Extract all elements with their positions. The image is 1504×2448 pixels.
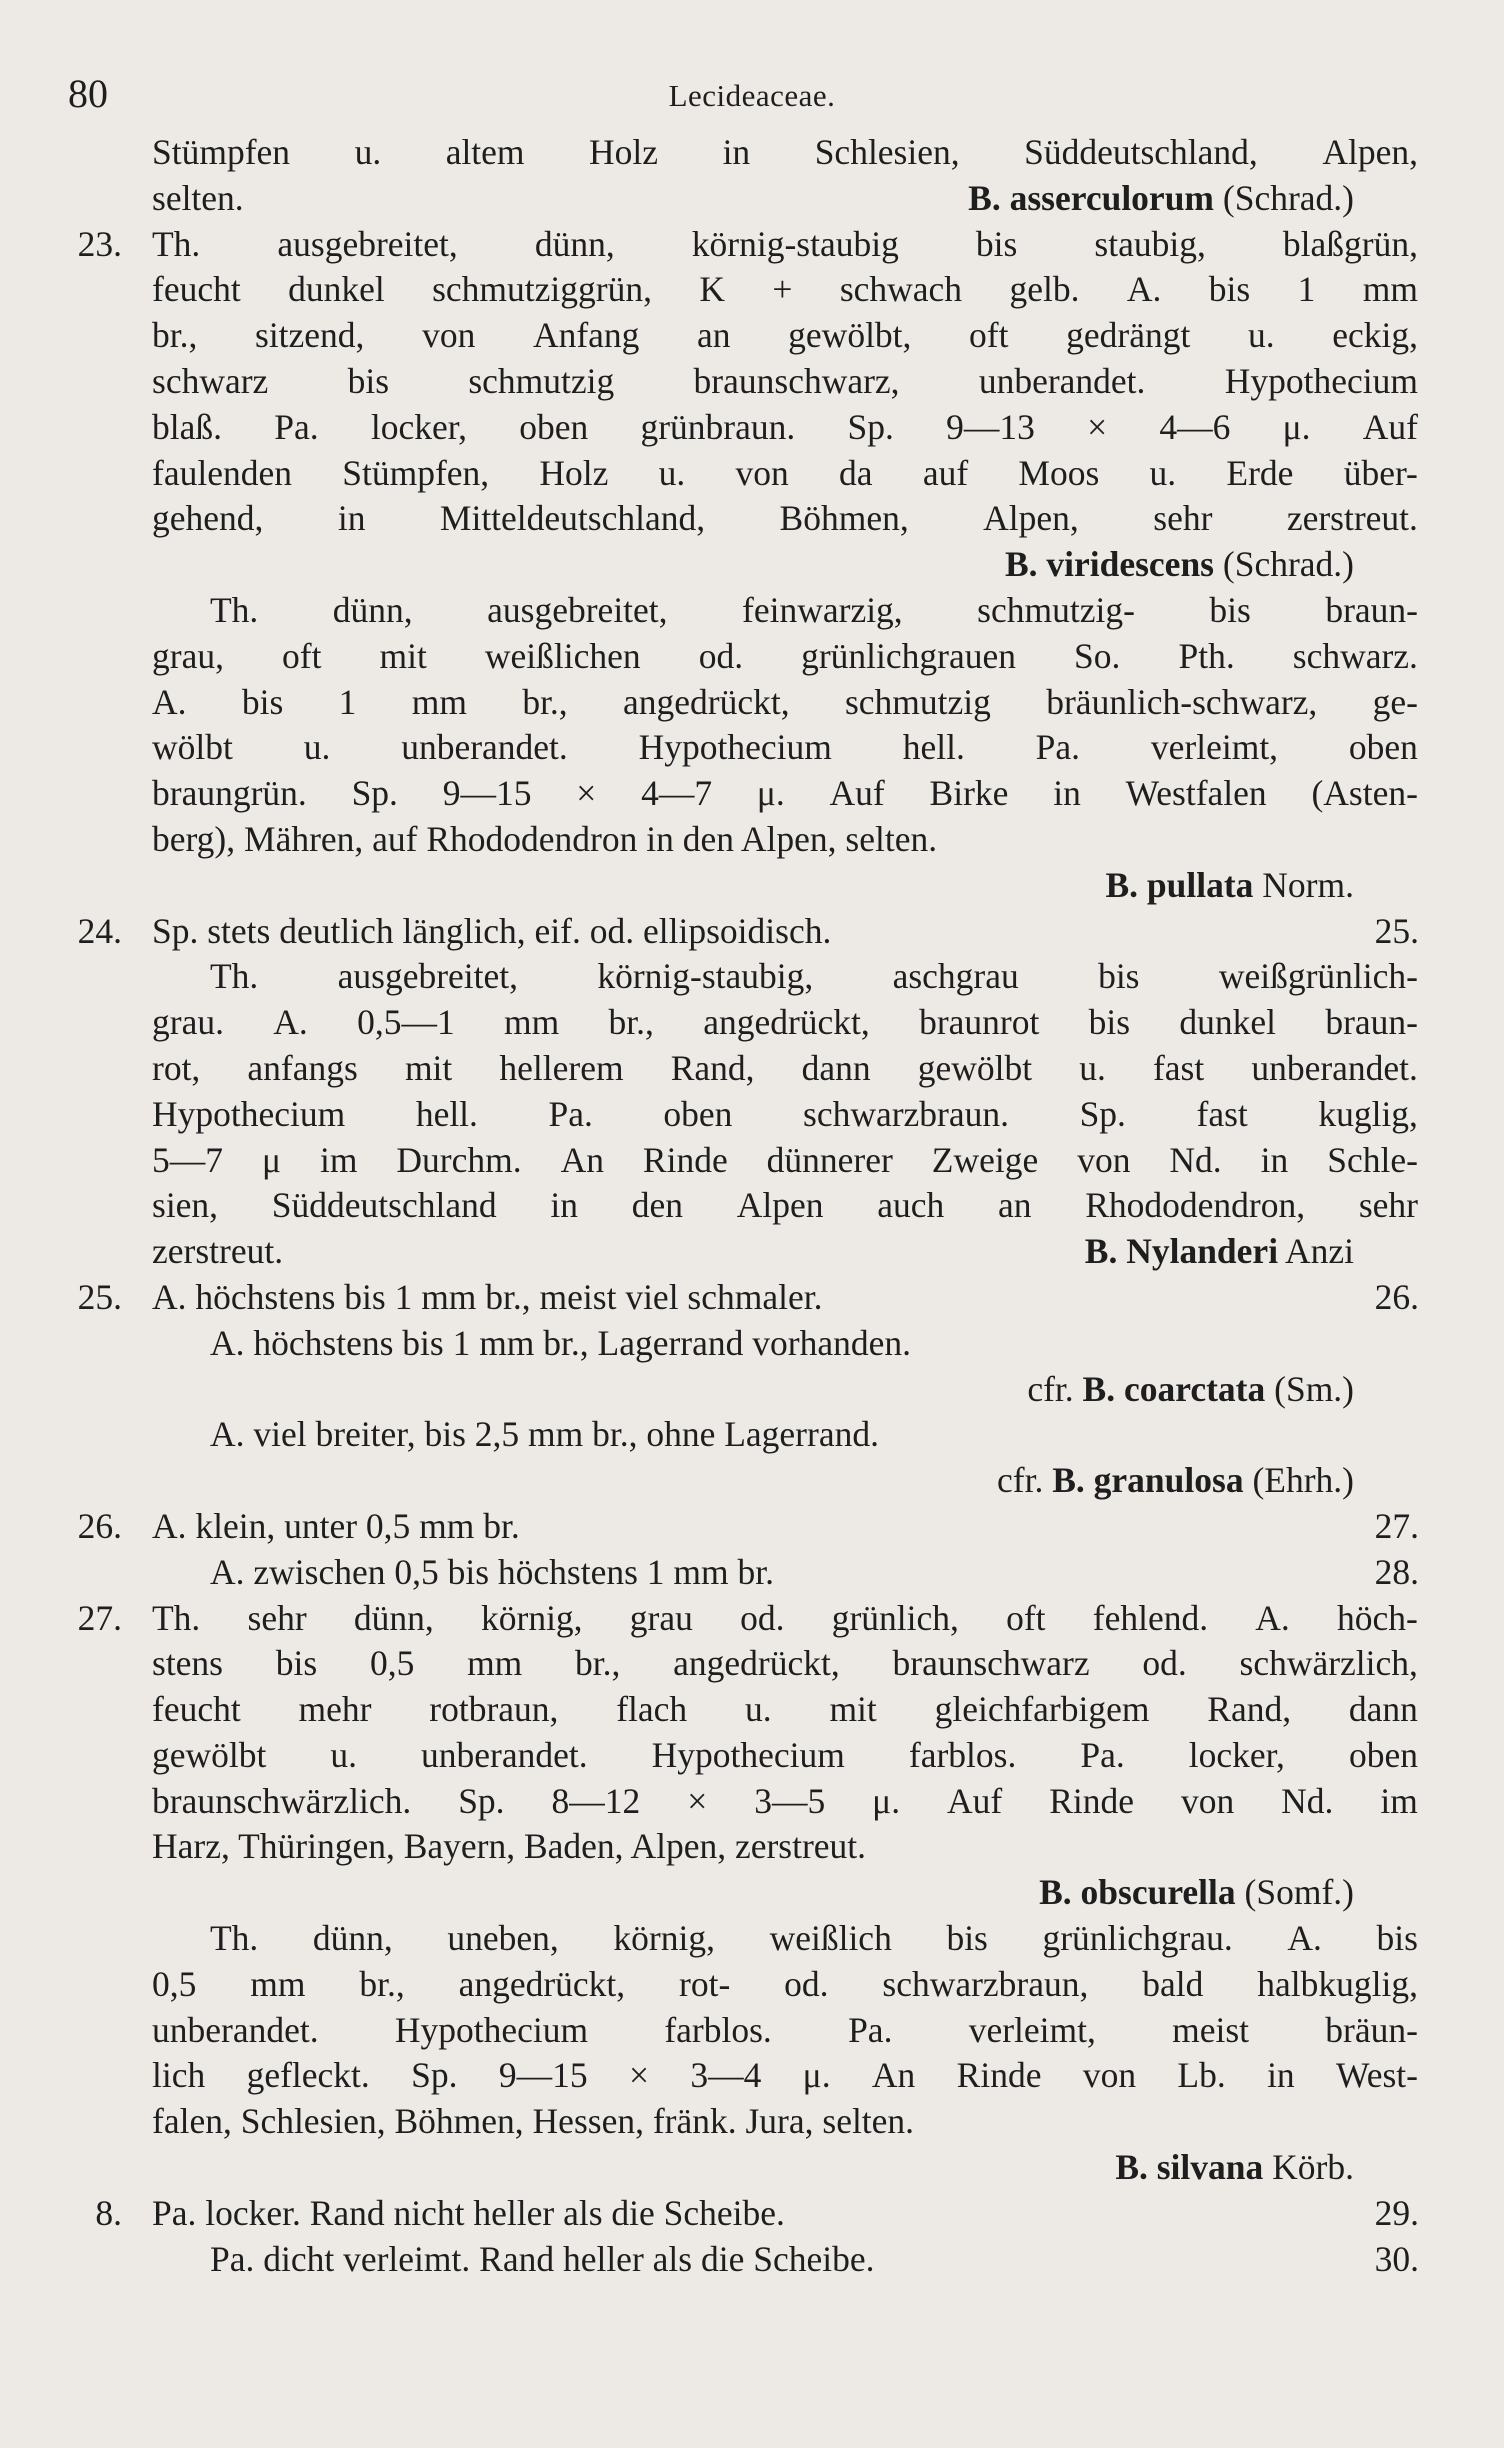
text-line: [0, 1916, 1504, 1962]
line-text: Th. ausgebreitet, körnig-staubig, aschgrau bis weißgrünlich-: [210, 956, 1418, 997]
text-line: [0, 2099, 1504, 2145]
text-line: [0, 313, 1504, 359]
line-text: Stümpfen u. altem Holz in Schlesien, Süddeutschland, Alpen,: [152, 132, 1418, 172]
line-text: Th. dünn, uneben, körnig, weißlich bis grünlichgrau. A. bis: [210, 1918, 1418, 1959]
line-text: blaß. Pa. locker, oben grünbraun. Sp. 9—13 × 4—6 μ. Auf: [152, 406, 1418, 447]
line-text: 5—7 μ im Durchm. An Rinde dünnerer Zweige von Nd. in Schle-: [152, 1139, 1418, 1180]
line-text: wölbt u. unberandet. Hypothecium hell. Pa. verleimt, oben: [152, 727, 1418, 768]
page-header: [0, 70, 1504, 120]
line-text: 0,5 mm br., angedrückt, rot- od. schwarzbraun, bald halbkuglig,: [152, 1963, 1418, 2004]
species-name: B. pullata Norm.: [1105, 864, 1354, 905]
text-line: [0, 1046, 1504, 1092]
line-text: Th. dünn, ausgebreitet, feinwarzig, schmutzig- bis braun-: [210, 589, 1418, 630]
key-number: 24.: [77, 910, 122, 951]
text-line: [0, 1458, 1504, 1504]
text-line: [0, 1779, 1504, 1825]
species-name: cfr. B. granulosa (Ehrh.): [997, 1460, 1354, 1501]
running-head: Lecideaceae.: [668, 78, 836, 113]
line-text: A. viel breiter, bis 2,5 mm br., ohne Lagerrand.: [210, 1414, 879, 1455]
line-text: grau. A. 0,5—1 mm br., angedrückt, braunrot bis dunkel braun-: [152, 1002, 1418, 1043]
text-line: [0, 222, 1504, 268]
text-line: [0, 359, 1504, 405]
line-text: schwarz bis schmutzig braunschwarz, unberandet. Hypothecium: [152, 360, 1418, 401]
line-text: Th. sehr dünn, körnig, grau od. grünlich, oft fehlend. A. höch-: [152, 1597, 1418, 1638]
text-line: [0, 1870, 1504, 1916]
line-text: br., sitzend, von Anfang an gewölbt, oft gedrängt u. eckig,: [152, 315, 1418, 356]
text-line: [0, 1138, 1504, 1184]
line-text: rot, anfangs mit hellerem Rand, dann gewölbt u. fast unberandet.: [152, 1047, 1418, 1088]
key-reference: 26.: [1374, 1276, 1419, 1317]
line-text: lich gefleckt. Sp. 9—15 × 3—4 μ. An Rinde von Lb. in West-: [152, 2055, 1418, 2096]
text-line: [0, 1092, 1504, 1138]
text-line: [0, 634, 1504, 680]
text-line: [0, 1229, 1504, 1275]
text-line: [0, 909, 1504, 955]
text-line: [0, 130, 1504, 176]
text-line: [0, 2145, 1504, 2191]
line-text: stens bis 0,5 mm br., angedrückt, braunschwarz od. schwärzlich,: [152, 1643, 1418, 1684]
text-line: [0, 1183, 1504, 1229]
text-line: [0, 1275, 1504, 1321]
line-text: Hypothecium hell. Pa. oben schwarzbraun. Sp. fast kuglig,: [152, 1093, 1418, 1134]
species-name: B. asserculorum (Schrad.): [968, 177, 1354, 218]
species-name: B. viridescens (Schrad.): [1004, 544, 1354, 585]
text-line: [0, 771, 1504, 817]
line-text: sien, Süddeutschland in den Alpen auch an Rhododendron, sehr: [152, 1185, 1418, 1226]
text-line: [0, 267, 1504, 313]
line-text: A. höchstens bis 1 mm br., meist viel schmaler.: [152, 1276, 823, 1317]
text-line: [0, 496, 1504, 542]
line-text: Pa. dicht verleimt. Rand heller als die Scheibe.: [210, 2238, 875, 2279]
key-reference: 29.: [1374, 2192, 1419, 2233]
text-line: [0, 1321, 1504, 1367]
line-text: zerstreut.: [152, 1231, 284, 1272]
line-text: Pa. locker. Rand nicht heller als die Scheibe.: [152, 2192, 785, 2233]
text-line: [0, 2008, 1504, 2054]
line-text: Th. ausgebreitet, dünn, körnig-staubig bis staubig, blaßgrün,: [152, 223, 1418, 264]
text-line: [0, 2237, 1504, 2283]
key-number: 27.: [77, 1597, 122, 1638]
species-name: B. Nylanderi Anzi: [1084, 1231, 1354, 1272]
text-line: [0, 1733, 1504, 1779]
line-text: unberandet. Hypothecium farblos. Pa. verleimt, meist bräun-: [152, 2009, 1418, 2050]
key-reference: 25.: [1374, 910, 1419, 951]
text-line: [0, 1367, 1504, 1413]
text-line: [0, 680, 1504, 726]
line-text: gewölbt u. unberandet. Hypothecium farblos. Pa. locker, oben: [152, 1734, 1418, 1775]
line-text: A. bis 1 mm br., angedrückt, schmutzig bräunlich-schwarz, ge-: [152, 681, 1418, 722]
species-name: cfr. B. coarctata (Sm.): [1027, 1368, 1354, 1409]
text-line: [0, 1641, 1504, 1687]
species-name: B. silvana Körb.: [1115, 2147, 1354, 2188]
line-text: braungrün. Sp. 9—15 × 4—7 μ. Auf Birke in Westfalen (Asten-: [152, 773, 1418, 814]
text-line: [0, 2053, 1504, 2099]
key-number: 23.: [77, 223, 122, 264]
line-text: selten.: [152, 177, 244, 218]
line-text: A. höchstens bis 1 mm br., Lagerrand vorhanden.: [210, 1322, 911, 1363]
text-line: [0, 863, 1504, 909]
line-text: berg), Mähren, auf Rhododendron in den Alpen, selten.: [152, 818, 938, 859]
text-line: [0, 1596, 1504, 1642]
text-line: [0, 405, 1504, 451]
key-reference: 28.: [1374, 1551, 1419, 1592]
line-text: Sp. stets deutlich länglich, eif. od. ellipsoidisch.: [152, 910, 832, 951]
text-line: [0, 1504, 1504, 1550]
text-line: [0, 1550, 1504, 1596]
text-line: [0, 1687, 1504, 1733]
text-line: [0, 817, 1504, 863]
line-text: falen, Schlesien, Böhmen, Hessen, fränk. Jura, selten.: [152, 2101, 915, 2142]
line-text: grau, oft mit weißlichen od. grünlichgrauen So. Pth. schwarz.: [152, 635, 1418, 676]
key-number: 26.: [77, 1505, 122, 1546]
key-text: [0, 130, 1504, 2282]
line-text: feucht mehr rotbraun, flach u. mit gleichfarbigem Rand, dann: [152, 1689, 1418, 1730]
text-line: [0, 588, 1504, 634]
key-number: 25.: [77, 1276, 122, 1317]
key-reference: 27.: [1374, 1505, 1419, 1546]
line-text: Harz, Thüringen, Bayern, Baden, Alpen, zerstreut.: [152, 1826, 867, 1867]
text-line: [0, 542, 1504, 588]
text-line: [0, 2191, 1504, 2237]
text-line: [0, 451, 1504, 497]
line-text: A. klein, unter 0,5 mm br.: [152, 1505, 520, 1546]
line-text: braunschwärzlich. Sp. 8—12 × 3—5 μ. Auf Rinde von Nd. im: [152, 1780, 1418, 1821]
text-line: [0, 954, 1504, 1000]
line-text: faulenden Stümpfen, Holz u. von da auf Moos u. Erde über-: [152, 452, 1418, 493]
text-line: [0, 176, 1504, 222]
text-line: [0, 1412, 1504, 1458]
key-number: 8.: [95, 2192, 122, 2233]
line-text: gehend, in Mitteldeutschland, Böhmen, Alpen, sehr zerstreut.: [152, 498, 1418, 539]
text-line: [0, 725, 1504, 771]
text-line: [0, 1000, 1504, 1046]
species-name: B. obscurella (Somf.): [1039, 1872, 1354, 1913]
line-text: feucht dunkel schmutziggrün, K + schwach gelb. A. bis 1 mm: [152, 269, 1418, 310]
text-line: [0, 1824, 1504, 1870]
line-text: A. zwischen 0,5 bis höchstens 1 mm br.: [210, 1551, 774, 1592]
page-number: 80: [68, 71, 108, 116]
key-reference: 30.: [1374, 2238, 1419, 2279]
text-line: [0, 1962, 1504, 2008]
